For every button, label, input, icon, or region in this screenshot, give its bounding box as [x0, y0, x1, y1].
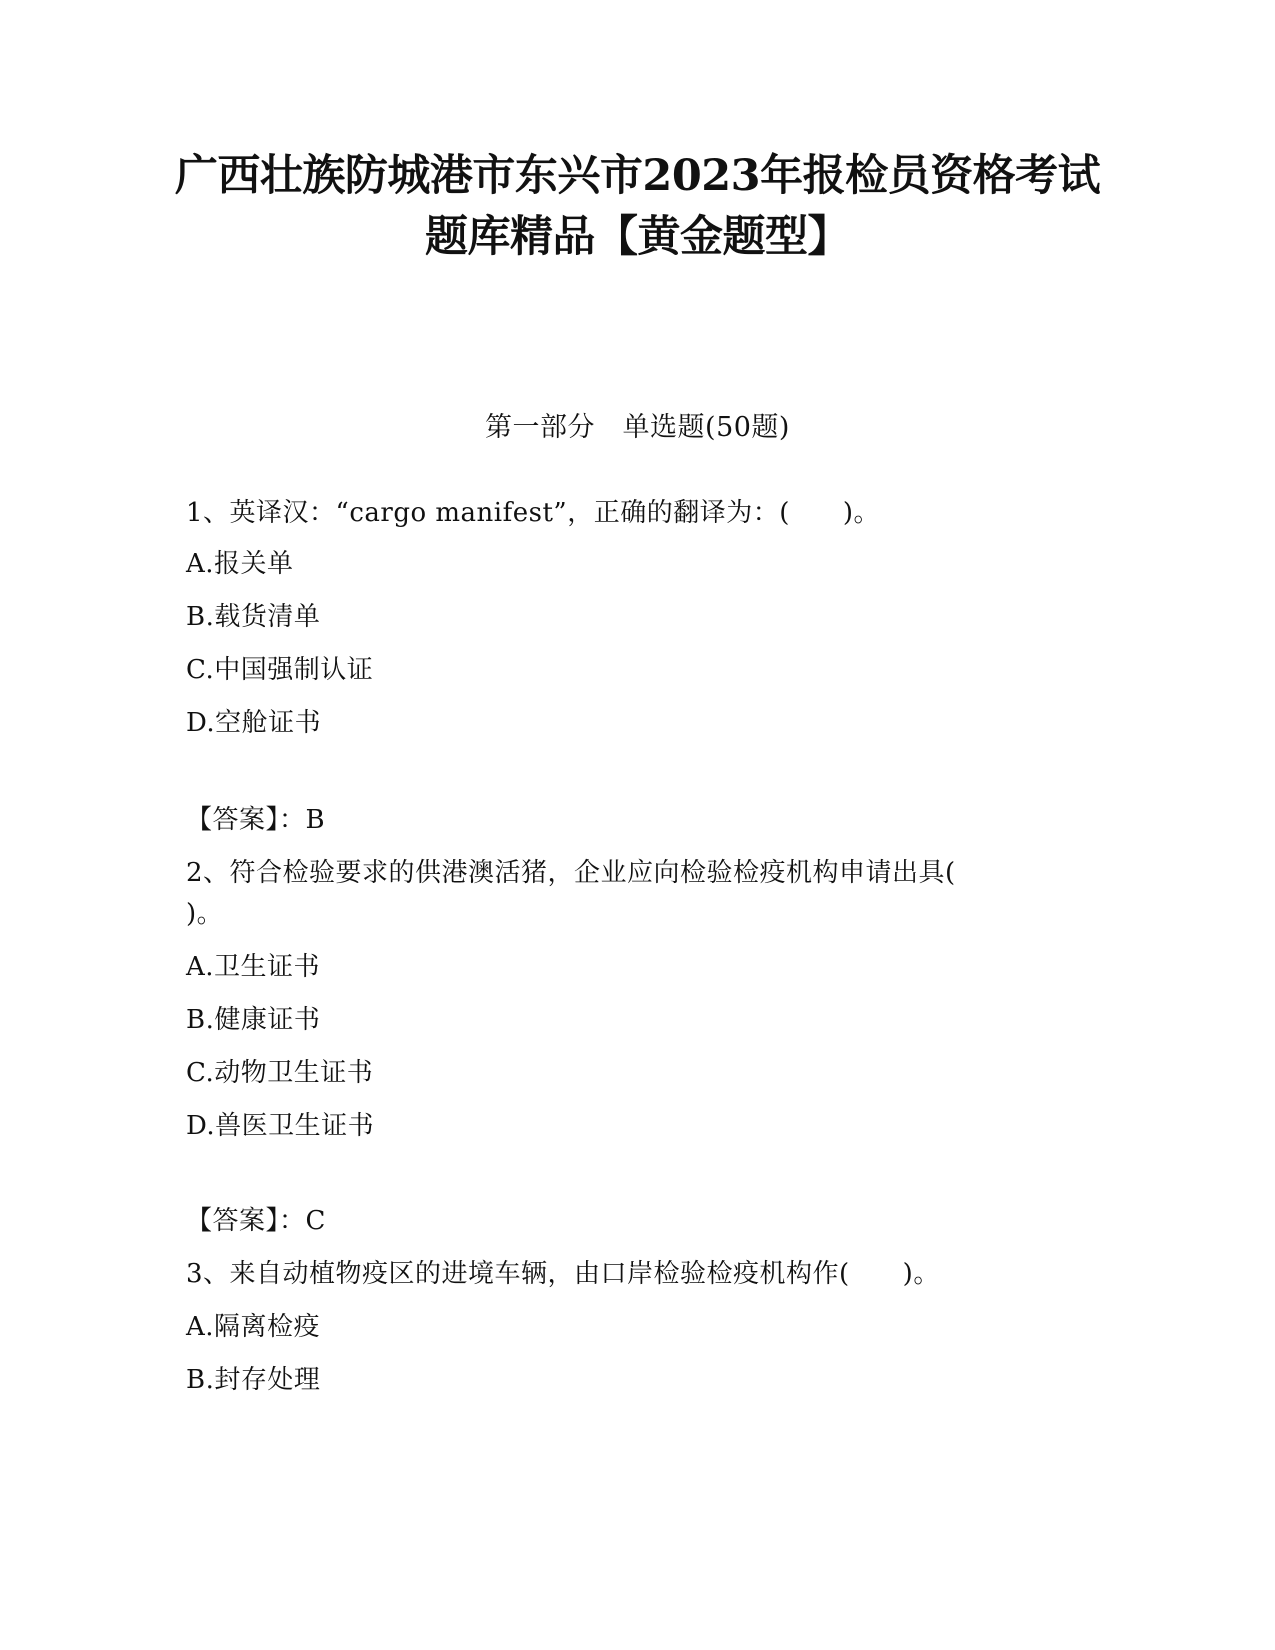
question-2-option-b: B.健康证书 — [186, 1005, 321, 1035]
question-1-stem: 1、英译汉：“cargo manifest”，正确的翻译为：( )。 — [186, 498, 880, 528]
question-1-answer: 【答案】：B — [186, 805, 326, 835]
question-1-option-b: B.载货清单 — [186, 602, 321, 632]
section-heading: 第一部分 单选题(50题) — [485, 412, 790, 443]
question-2-option-d: D.兽医卫生证书 — [186, 1111, 375, 1141]
question-3-option-b: B.封存处理 — [186, 1365, 321, 1395]
document-title-line-2: 题库精品【黄金题型】 — [425, 212, 850, 262]
question-2-stem-line-1: 2、符合检验要求的供港澳活猪，企业应向检验检疫机构申请出具( — [186, 858, 956, 888]
document-title-line-1: 广西壮族防城港市东兴市2023年报检员资格考试 — [174, 151, 1101, 201]
question-3-stem: 3、来自动植物疫区的进境车辆，由口岸检验检疫机构作( )。 — [186, 1259, 940, 1289]
question-3-option-a: A.隔离检疫 — [186, 1312, 321, 1342]
question-2-stem-line-2: )。 — [186, 899, 224, 929]
question-2-option-c: C.动物卫生证书 — [186, 1058, 374, 1088]
question-1-option-d: D.空舱证书 — [186, 708, 322, 738]
question-2-option-a: A.卫生证书 — [186, 952, 321, 982]
question-1-option-c: C.中国强制认证 — [186, 655, 374, 685]
question-2-answer: 【答案】：C — [186, 1206, 326, 1236]
question-1-option-a: A.报关单 — [186, 549, 294, 579]
